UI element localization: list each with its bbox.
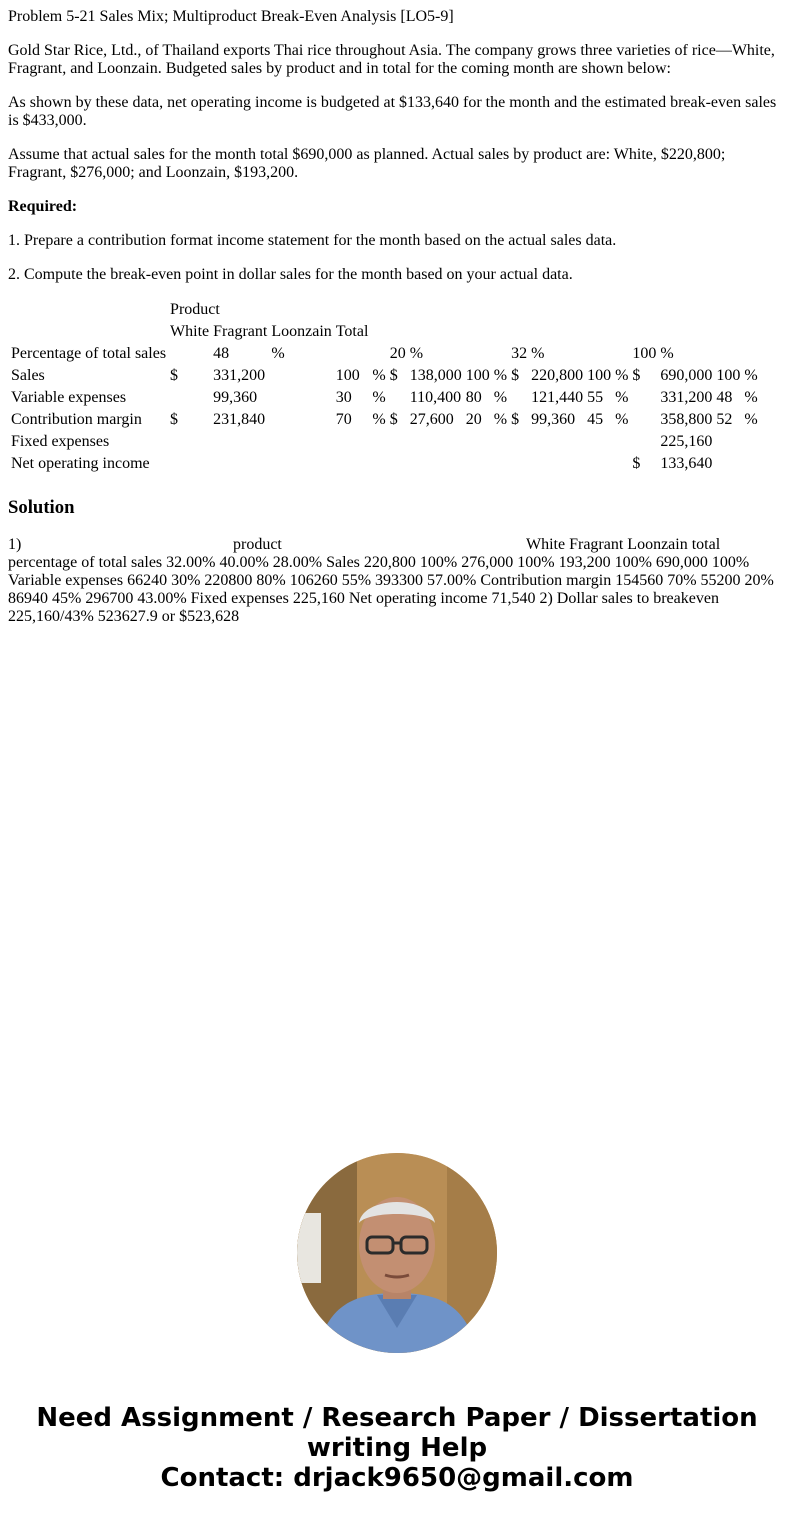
solution-header-line [8,536,786,554]
table-cell [586,432,612,452]
intro-paragraph: Gold Star Rice, Ltd., of Thailand exports Thai rice throughout Asia. The company grows three varieties of rice—White, Fragrant, and Loonzain. Budgeted sales by product and in total for the coming month are shown below: [8,42,775,77]
table-cell [371,454,386,474]
table-cell: $ [170,411,179,428]
solution-product-label: product [233,536,282,553]
table-cell [530,454,584,474]
table-cell: 231,840 [213,411,266,428]
table-cell: 138,000 [409,367,462,384]
table-cell [169,388,210,408]
table-cell [493,344,508,364]
table-cell [631,432,657,452]
table-cell [715,344,741,364]
row-label: Fixed expenses [11,433,110,450]
budget-summary-paragraph: As shown by these data, net operating income is budgeted at $133,640 for the month and the estimated break-even sales is $433,000. [8,94,777,129]
table-cell: 121,440 [531,389,584,406]
column-header: Loonzain [271,323,332,340]
table-cell: 100 [335,367,360,384]
table-cell: % [744,411,758,428]
table-cell: 70 [335,411,352,428]
table-cell [169,432,210,452]
promo-line-2: writing Help [306,1433,488,1463]
table-cell [335,432,370,452]
solution-number: 1) [8,536,22,553]
table-cell [409,454,463,474]
table-cell [715,432,741,452]
table-cell: % [372,411,386,428]
table-cell: 100 [716,367,741,384]
table-cell: % [493,411,508,428]
product-header: Product [170,301,220,318]
table-cell: % [271,345,285,362]
table-cell [335,344,370,364]
table-row [10,388,759,408]
promo-line-1: Need Assignment / Research Paper / Dissertation [36,1403,758,1433]
table-cell: 220,800 [531,367,584,384]
table-cell [389,388,407,408]
table-cell [465,344,491,364]
row-label: Sales [11,367,45,384]
actual-sales-paragraph: Assume that actual sales for the month total $690,000 as planned. Actual sales by product are: White, $220,800; Fragrant, $276,000; and Loonzain, $193,200. [8,146,726,181]
table-cell: 80 [465,389,482,406]
table-cell: 32 [511,345,528,362]
table-cell: 45 [587,411,604,428]
table-cell: 690,000 [660,367,713,384]
table-cell: 100 [465,367,490,384]
table-cell: 27,600 [409,411,454,428]
table-cell: 110,400 [409,389,462,406]
row-label: Contribution margin [11,411,142,428]
table-cell: % [372,367,386,384]
table-cell: % [372,389,386,406]
table-cell: % [615,411,629,428]
table-cell: 100 [587,367,612,384]
solution-body: percentage of total sales 32.00% 40.00% 28.00% Sales 220,800 100% 276,000 100% 193,200 100% 690,000 100% Variable expenses 66240 30% 220800 80% 106260 55% 393300 57.00% Contribution margin 154560 70% 55200 20% 86940 45% 296700 43.00% Fixed expenses 225,160 Net operating income 71,540 2) Dollar sales to breakeven 225,160/43% 523627.9 or $523,628 [8,554,774,625]
table-cell: 52 [716,411,733,428]
table-cell [371,432,386,452]
table-cell [270,388,332,408]
table-cell: % [531,345,545,362]
table-cell [212,454,268,474]
table-cell [270,366,332,386]
table-cell: 225,160 [660,433,713,450]
table-cell [371,344,386,364]
column-header: White [170,323,210,340]
table-cell: 30 [335,389,352,406]
table-cell: 331,200 [660,389,713,406]
column-header: Fragrant [213,323,268,340]
table-cell [510,432,528,452]
table-cell [270,432,332,452]
person-photo-icon [297,1153,497,1353]
table-cell [614,344,629,364]
table-cell: % [660,345,674,362]
table-cell [169,344,210,364]
table-cell: % [409,345,424,362]
table-cell [510,388,528,408]
table-cell [389,432,407,452]
table-cell [631,410,657,430]
table-row [10,366,759,386]
table-header-row-1 [10,300,759,320]
table-row [10,432,759,452]
table-cell: 133,640 [660,455,713,472]
table-cell: 99,360 [531,411,576,428]
table-cell [389,454,407,474]
solution-heading: Solution [8,497,75,518]
question-2: 2. Compute the break-even point in dollar sales for the month based on your actual data. [8,266,573,283]
table-cell: 20 [389,345,406,362]
budget-table [8,298,761,476]
table-cell [743,432,758,452]
table-header-row-2 [10,322,759,342]
table-cell [212,432,268,452]
table-cell: % [493,367,508,384]
table-row [10,410,759,430]
table-cell: $ [389,411,398,428]
table-row [10,344,759,364]
table-cell: % [615,367,629,384]
table-cell [586,454,612,474]
problem-title: Problem 5-21 Sales Mix; Multiproduct Break-Even Analysis [LO5-9] [8,8,454,25]
table-cell [335,454,370,474]
table-cell: 55 [587,389,604,406]
row-label: Percentage of total sales [11,345,167,362]
table-cell: $ [170,367,179,384]
column-header: Total [335,323,369,340]
table-cell [614,432,629,452]
table-cell: 48 [716,389,733,406]
table-cell: % [615,389,629,406]
table-row [10,454,759,474]
table-cell [465,454,491,474]
table-cell: % [493,389,508,406]
promo-contact: Contact: drjack9650@gmail.com [160,1463,634,1493]
table-cell: 331,200 [213,367,266,384]
promo-banner [0,1403,794,1493]
solution-text [8,536,786,626]
table-cell [493,454,508,474]
table-cell [169,454,210,474]
row-label: Variable expenses [11,389,127,406]
table-cell [270,410,332,430]
table-cell [409,432,463,452]
table-cell: $ [511,367,520,384]
table-cell [715,454,741,474]
table-cell [743,454,758,474]
table-cell: 100 [632,345,657,362]
table-cell [465,432,491,452]
table-cell: $ [389,367,398,384]
table-cell: 20 [465,411,482,428]
table-cell: $ [632,367,641,384]
row-label: Net operating income [11,455,150,472]
question-1: 1. Prepare a contribution format income statement for the month based on the actual sales data. [8,232,617,249]
table-cell: 358,800 [660,411,713,428]
required-label: Required: [8,198,78,215]
document-content [8,0,786,626]
table-cell: % [744,389,758,406]
table-cell: 48 [213,345,230,362]
table-cell [586,344,612,364]
table-cell [510,454,528,474]
table-cell [614,454,629,474]
table-cell [493,432,508,452]
table-cell [631,388,657,408]
solution-columns-label: White Fragrant Loonzain total [526,536,721,553]
table-cell: $ [511,411,520,428]
author-photo [297,1153,497,1353]
table-cell: $ [632,455,641,472]
table-cell: 99,360 [213,389,258,406]
table-cell [530,432,584,452]
table-cell: % [744,367,758,384]
table-cell [270,454,332,474]
